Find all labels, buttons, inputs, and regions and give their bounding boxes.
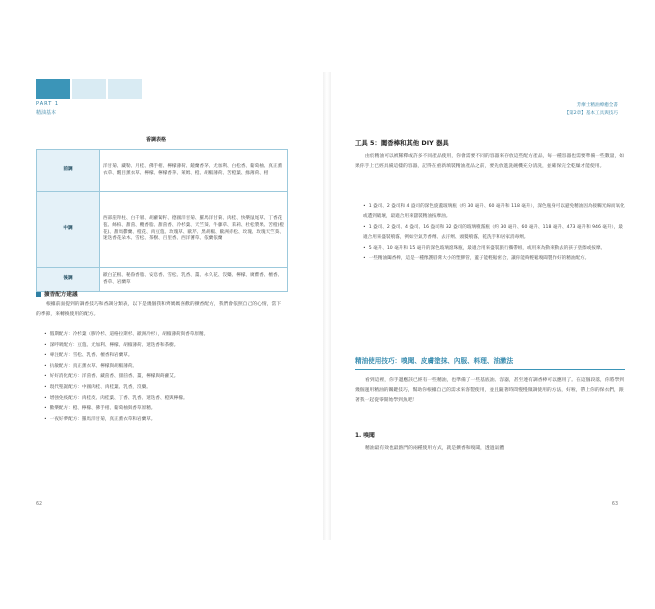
row-label-base: 後調 (37, 268, 100, 292)
table-title: 香調表格 (145, 137, 166, 143)
usage-section-title: 精油使用技巧：嗅聞、皮膚塗抹、內服、料理、油漱法 (355, 357, 514, 365)
usage-intro: 看到這裡，你手邊應該已經有一些精油，也準備了一些基底油、容器，甚至連有調香棒可以應用了。在這個段落，你將學到幾個運用精油的關鍵技巧，幫助你根據自己的需求來客製使用，並且隨著時間慢慢微調使用的方法，好啦，帶上你的保衣們，跟著我一起從零開始學到魚吧！ (355, 378, 625, 404)
list-item: • 專注配方：雪松、乳香、檀香和岩蘭草。 (44, 353, 133, 359)
tool-intro: 由於精油可以被稀釋或許多不同產品使用，你會需要不同的容器來存放這些配方產品，每一種容器也需要準備一些數量，如果你手上已經具備這樣的容器，記得在重新填裝精油產品之前，要先放進洗碗機充分清洗，並確保完全乾燥才能使用。 (355, 154, 625, 170)
row-label-top: 前調 (37, 150, 100, 192)
part-label: PART 1 (36, 101, 60, 107)
part-tab-active (36, 79, 70, 99)
running-head-chapter: 【第2章】基本工具與技巧 (564, 111, 618, 116)
list-item: • 增強免疫配方：肉桂皮、肉桂葉、丁香、乳香、迷迭香、橙與檸檬。 (44, 395, 188, 401)
tool-heading: 工具 5：闔香棒和其他 DIY 器具 (355, 139, 449, 147)
row-content-base: 歐白芷根、秘魯香脂、安息香、雪松、乳香、薑、永久花、沒藥、檸檬、廣藿香、檀香、香草、岩蘭草 (100, 268, 288, 292)
list-item: • 一些精油闔香棒，這是一種像護唇膏大小的塑膠管，蓋子能輕鬆密合，讓你能夠輕鬆嗅聞製作好的精油配方。 (363, 256, 590, 262)
section-heading (36, 290, 78, 298)
table-row (37, 192, 288, 268)
list-item: • 歡樂配方：橙、檸檬、佛手柑、葡萄柚與香草原精。 (44, 406, 156, 412)
list-item: • 深呼吸配方：豆蔻、尤加利、檸檬、胡椒薄荷、迷迭香和茶樹。 (44, 342, 179, 348)
list-item: • 現代聖誕配方：中國肉桂、肉桂葉、乳香，沒藥。 (44, 384, 151, 390)
part-tab (108, 79, 142, 99)
book-gutter (323, 72, 331, 540)
part-tab (72, 79, 106, 99)
part-subtitle: 精油基本 (36, 110, 57, 116)
table-row (37, 150, 288, 192)
list-item: • 好好消化配方：洋茴香、藏茴香、甜茴香、薑，檸檬與蒔蘿艾。 (44, 374, 179, 380)
left-page (18, 72, 323, 540)
section-heading-text: 擴香配方建議 (44, 292, 78, 298)
row-content-middle: 西部崖拜柱、白千層、胡蘿蔔籽、德國洋甘菊、羅馬洋甘菊、肉桂、快樂鼠尾草、丁香花苞、絲柏、甜茴、欖香脂、甜茴香、冷杉葉、天竺葵、牛藤草、茉莉、杜松漿果、苦橙(橙花)、甜馬鬱蘭、橙花、肉豆蔻、玫瑰草、歐芹、黑胡椒、歐洲赤松、玫瑰、玫瑰天竺葵、迷迭香花朵木、雪松、茶樹、百里香、西洋蓍草、依蘭依蘭 (100, 192, 288, 268)
page-number-left: 62 (36, 502, 43, 507)
list-item: • 一夜好夢配方：羅馬洋甘菊，真正薰衣草和岩蘭草。 (44, 416, 156, 422)
table-row (37, 268, 288, 292)
book-spread (18, 72, 636, 540)
list-item: • 1 盎司、2 盎司、4 盎司、16 盎司和 32 盎司的玻璃噴霧瓶（約 30 毫升、60 毫升、118 毫升、473 毫升和 946 毫升），最適合用來盛裝噴霧，例如空氣芳香劑、去汙劑、頭髮噴霧，乾洗手和居家消毒劑。 (363, 224, 624, 241)
list-item: • 5 毫升、10 毫升和 15 毫升的深色玻璃滾珠瓶，最適合用來盛裝旅行攜帶組，或用來為動來動去的孩子塗擦或按摩。 (363, 245, 606, 251)
scent-note-table (36, 149, 288, 292)
row-label-middle: 中調 (37, 192, 100, 268)
list-item: • 1 盎司、2 盎司和 4 盎司的深色旋蓋玻璃瓶（約 30 毫升、60 毫升和 118 毫升），深色瓶身可以避免精油因為接觸光線而氧化或遭到破壞，最適合用來儲裝精油按摩油。 (363, 204, 625, 220)
intro-paragraph: 根據前面提到的調香技巧和香調分類表，以下是幾個我和齊媽媽喜歡的擴香配方，我們會依照自己的心情，當下的季節，來轉換使用的配方。 (36, 302, 282, 318)
container-list (363, 202, 625, 264)
sub-paragraph: 精油最有效也最熱門的兩種使用方式，就是擴香和嗅聞，透過氣體 (365, 446, 505, 451)
row-content-top: 洋甘菊、藏勒、月桂、佛手柑、檸檬薄荷、鏡蘭香茅、尤加利、白松香、葡萄柚、真正薰衣草、醒目薰衣草、檸檬、檸檬香茅、萊姆、橙、胡椒薄荷、苦橙葉、綠薄荷、柑 (100, 150, 288, 192)
page-number-right: 63 (611, 502, 618, 507)
list-item: • 假期配方：冷杉葉（膠冷杉、道格拉斯杉、歐洲冷杉），胡椒薄荷與香草原精。 (44, 332, 209, 337)
recipe-list (44, 330, 282, 425)
right-page (331, 72, 636, 540)
list-item: • 抗敏配方：真正薰衣草、檸檬與胡椒薄荷。 (44, 363, 138, 369)
square-bullet-icon (36, 292, 41, 297)
section-rule (355, 369, 625, 370)
sub-heading: 1. 嗅聞 (355, 433, 375, 439)
running-head: 芳療士精油療癒全書 (576, 103, 618, 108)
